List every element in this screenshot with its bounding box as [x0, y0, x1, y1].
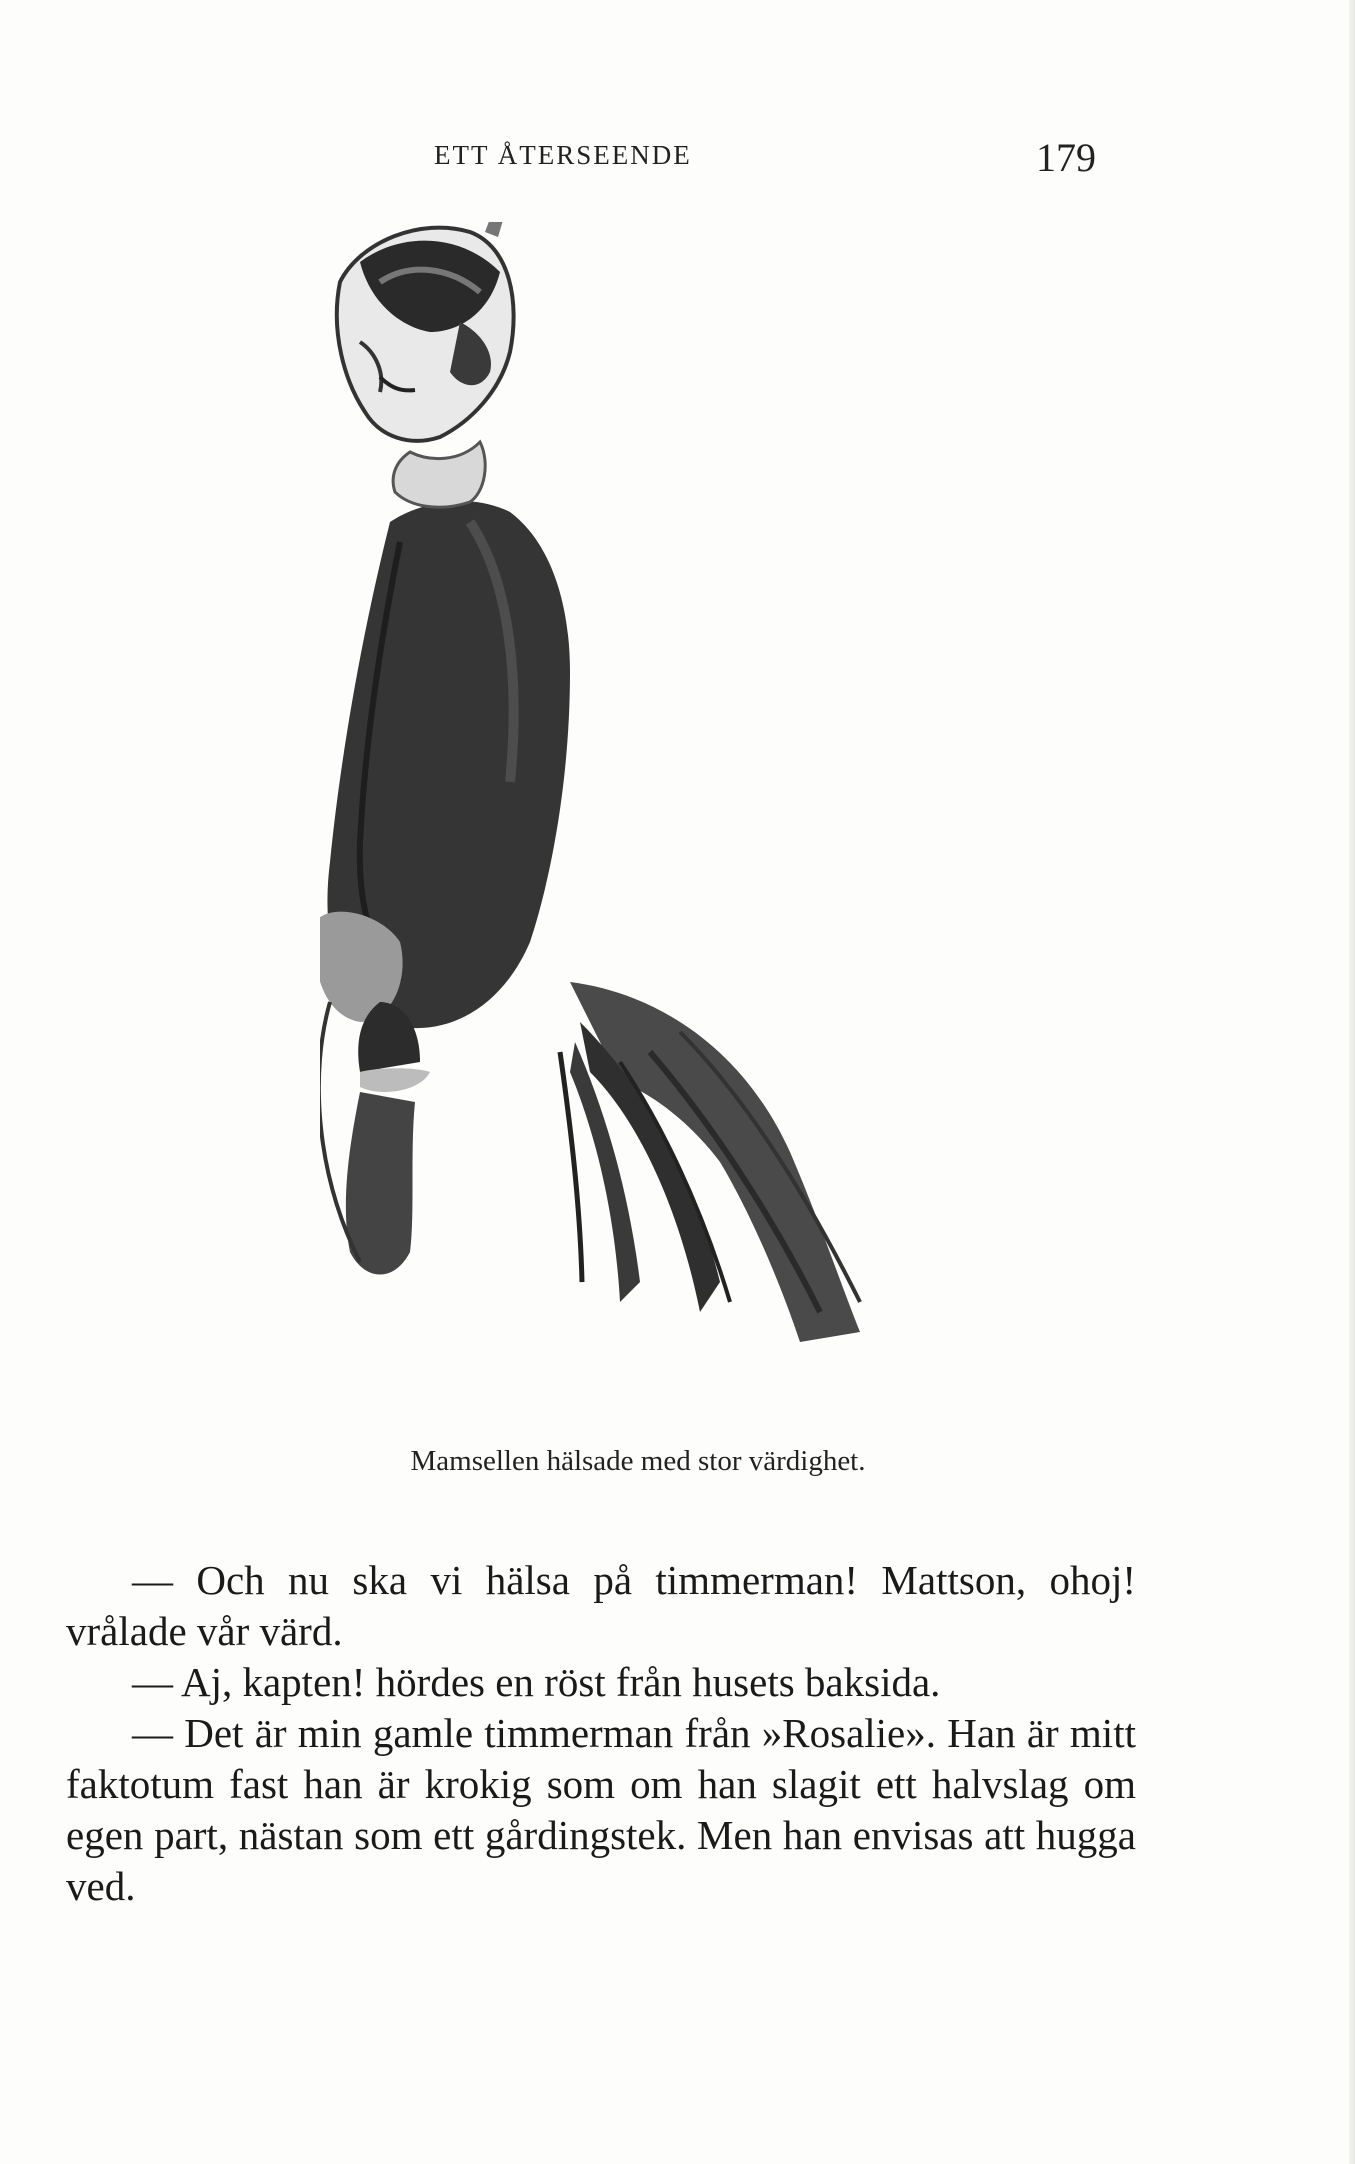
body-text: [66, 1555, 1136, 1912]
paragraph: — Det är min gamle timmerman från »Rosalie». Han är mitt faktotum fast han är krokig som om han slagit ett halvslag om egen part, nästan som ett gårdingstek. Men han envisas att hugga ved.: [66, 1710, 1136, 1909]
illustration-caption: Mamsellen hälsade med stor värdighet.: [410, 1445, 866, 1477]
paragraph: — Och nu ska vi hälsa på timmerman! Mattson, ohoj! vrålade vår värd.: [66, 1557, 1136, 1654]
collar-drawing: [393, 442, 485, 507]
dress-drawing: [320, 501, 570, 1274]
head-drawing: [337, 222, 514, 441]
running-title: ETT ÅTERSEENDE: [434, 140, 692, 170]
paragraph: — Aj, kapten! hördes en röst från husets baksida.: [132, 1659, 941, 1705]
illustration-mamsell: [320, 222, 880, 1402]
skirt-drawing: [560, 982, 860, 1342]
page-number: 179: [1036, 135, 1096, 180]
page-edge: [1349, 0, 1355, 2164]
